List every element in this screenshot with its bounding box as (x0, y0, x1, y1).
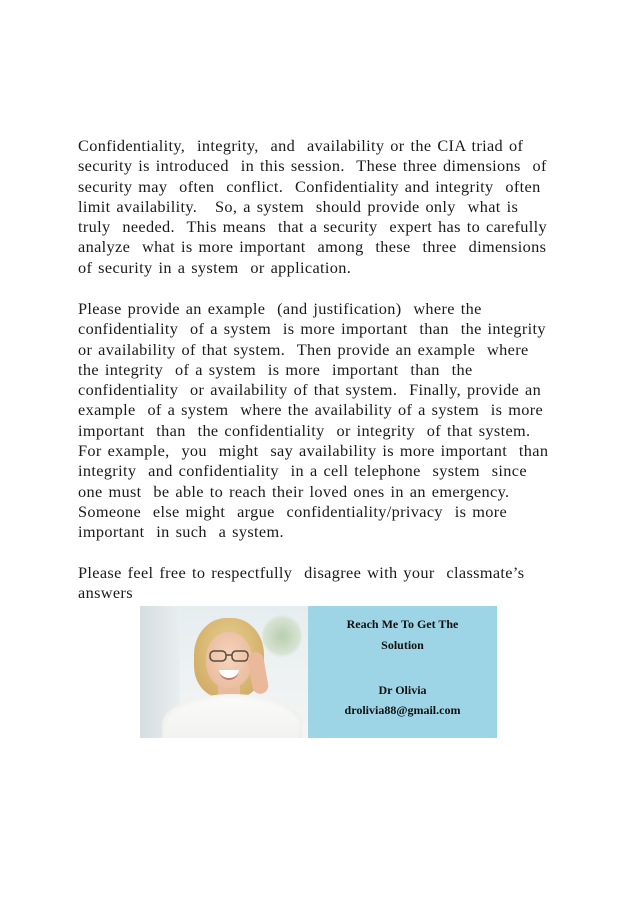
text-line: limit availability. So, a system should provide only what is (78, 196, 519, 216)
banner-headline: Reach Me To Get The (346, 617, 459, 631)
text-line: security is introduced in this session. These three dimensions of (78, 156, 547, 176)
glasses-icon (208, 650, 250, 662)
text-line: confidentiality of a system is more important than the integrity (78, 319, 546, 339)
text-line: Please feel free to respectfully disagree with your classmate’s (78, 563, 525, 582)
text-line: example of a system where the availability of a system is more (78, 400, 544, 420)
text-line: of security in a system or application. (78, 257, 352, 277)
text-line: integrity and confidentiality in a cell telephone system since (78, 461, 527, 481)
contact-name: Dr Olivia (378, 683, 427, 697)
paragraph-assignment (78, 299, 578, 543)
text-line: answers (78, 583, 133, 603)
portrait-blouse (162, 694, 302, 738)
contact-email: drolivia88@gmail.com (344, 703, 461, 717)
paragraph-intro (78, 136, 578, 278)
text-line: analyze what is more important among these three dimensions (78, 237, 547, 257)
text-line: Someone else might argue confidentiality/privacy is more (78, 501, 508, 521)
paragraph-closing (78, 563, 578, 604)
text-line: Please provide an example (and justification) where the (78, 299, 482, 318)
text-line: or availability of that system. Then provide an example where (78, 339, 529, 359)
woman-portrait-photo (140, 606, 308, 738)
text-line: the integrity of a system is more important than the (78, 359, 473, 379)
text-line: truly needed. This means that a security expert has to carefully (78, 217, 548, 237)
text-line: important than the confidentiality or integrity of that system. (78, 420, 531, 440)
text-line: Confidentiality, integrity, and availability or the CIA triad of (78, 136, 524, 155)
text-line: security may often conflict. Confidentiality and integrity often (78, 176, 541, 196)
contact-info-panel (308, 606, 497, 738)
text-line: confidentiality or availability of that system. Finally, provide an (78, 380, 542, 400)
banner-headline-2: Solution (381, 638, 424, 652)
contact-banner (140, 606, 497, 738)
text-line: For example, you might say availability is more important than (78, 441, 549, 461)
background-plant (262, 614, 302, 658)
text-line: one must be able to reach their loved ones in an emergency. (78, 481, 510, 501)
text-line: important in such a system. (78, 522, 284, 542)
